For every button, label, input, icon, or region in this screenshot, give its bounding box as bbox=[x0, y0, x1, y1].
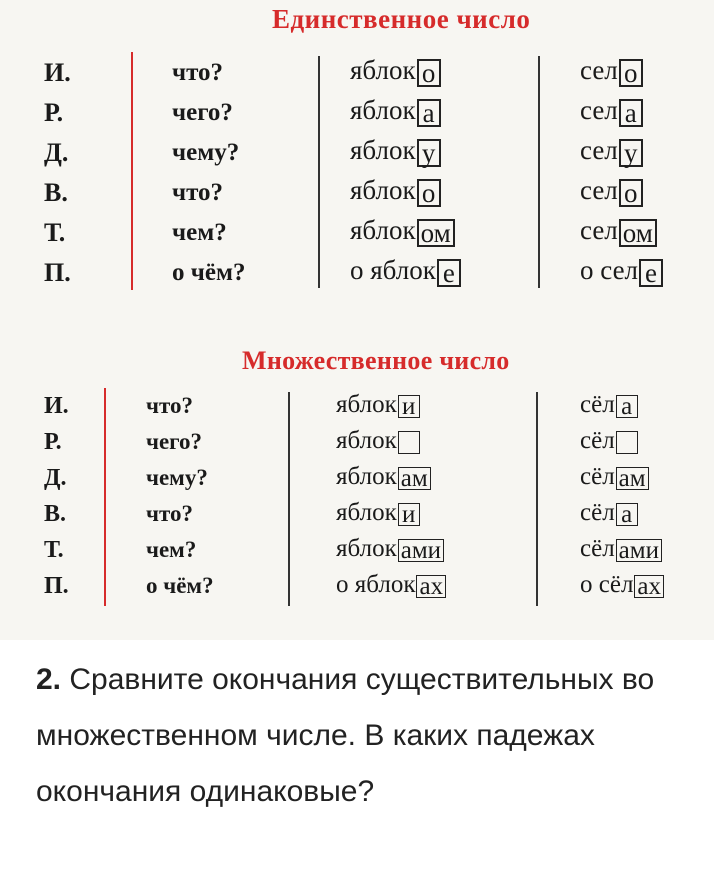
plural-word-village bbox=[580, 464, 649, 490]
task-number: 2. bbox=[36, 663, 62, 696]
plural-case-label: П. bbox=[44, 573, 69, 599]
singular-word-village-ending-box: е bbox=[639, 259, 663, 287]
singular-word-apple-stem: яблок bbox=[350, 175, 416, 205]
singular-word-apple bbox=[350, 217, 455, 247]
plural-word-apple-ending-box: ами bbox=[398, 539, 444, 562]
plural-word-village-stem: сёл bbox=[580, 463, 615, 490]
plural-word-apple-stem: яблок bbox=[336, 535, 397, 562]
plural-word-apple-stem: яблок bbox=[336, 499, 397, 526]
singular-word-village bbox=[580, 217, 657, 247]
plural-word-village-stem: сёл bbox=[580, 499, 615, 526]
plural-word-village-stem: сёл bbox=[580, 427, 615, 454]
plural-word-apple bbox=[336, 428, 420, 454]
singular-word-village-stem: сел bbox=[580, 55, 618, 85]
plural-word-village bbox=[580, 536, 662, 562]
singular-divider-1 bbox=[318, 56, 320, 288]
singular-word-village bbox=[580, 177, 643, 207]
singular-case-label: Т. bbox=[44, 218, 66, 247]
plural-case-label: Д. bbox=[44, 465, 67, 491]
plural-question: чего? bbox=[146, 429, 203, 454]
plural-word-village-ending-box bbox=[616, 431, 638, 454]
singular-question: что? bbox=[172, 179, 224, 206]
singular-case-label: В. bbox=[44, 178, 68, 207]
singular-word-village-stem: сел bbox=[580, 135, 618, 165]
plural-word-village-ending-box: ами bbox=[616, 539, 662, 562]
singular-word-village-stem: сел bbox=[580, 175, 618, 205]
singular-word-apple-ending-box: е bbox=[437, 259, 461, 287]
plural-question: чем? bbox=[146, 537, 197, 562]
plural-word-village-stem: сёл bbox=[580, 391, 615, 418]
plural-case-label: Р. bbox=[44, 429, 62, 455]
singular-case-label: Р. bbox=[44, 98, 64, 127]
plural-question: что? bbox=[146, 501, 193, 526]
singular-case-label: И. bbox=[44, 58, 71, 87]
singular-word-apple-ending-box: о bbox=[417, 179, 441, 207]
plural-case-label: И. bbox=[44, 393, 69, 419]
plural-question: о чём? bbox=[146, 573, 214, 598]
plural-word-apple-stem: яблок bbox=[336, 391, 397, 418]
plural-word-apple-stem: о яблок bbox=[336, 571, 416, 598]
singular-question: чему? bbox=[172, 139, 240, 166]
plural-word-village bbox=[580, 572, 664, 598]
plural-word-village-ending-box: а bbox=[616, 395, 638, 418]
singular-word-apple bbox=[350, 97, 441, 127]
singular-word-village bbox=[580, 57, 643, 87]
plural-divider-1 bbox=[288, 392, 290, 606]
singular-word-village-ending-box: о bbox=[619, 179, 643, 207]
singular-word-apple-ending-box: ом bbox=[417, 219, 455, 247]
singular-case-label: П. bbox=[44, 258, 71, 287]
plural-word-apple-ending-box bbox=[398, 431, 420, 454]
plural-word-village-ending-box: а bbox=[616, 503, 638, 526]
plural-word-apple-ending-box: ах bbox=[416, 575, 446, 598]
plural-word-apple-ending-box: ам bbox=[398, 467, 431, 490]
singular-question: чего? bbox=[172, 99, 233, 126]
singular-divider-red bbox=[131, 52, 133, 290]
singular-word-apple bbox=[350, 177, 441, 207]
plural-word-apple bbox=[336, 536, 444, 562]
singular-question: чем? bbox=[172, 219, 227, 246]
singular-case-label: Д. bbox=[44, 138, 69, 167]
plural-question: чему? bbox=[146, 465, 208, 490]
singular-word-village-stem: сел bbox=[580, 215, 618, 245]
plural-word-apple bbox=[336, 392, 420, 418]
singular-word-village-ending-box: а bbox=[619, 99, 643, 127]
singular-word-apple-stem: яблок bbox=[350, 215, 416, 245]
plural-word-apple bbox=[336, 572, 446, 598]
singular-question: что? bbox=[172, 59, 224, 86]
plural-word-village-ending-box: ам bbox=[616, 467, 649, 490]
singular-word-village-ending-box: ом bbox=[619, 219, 657, 247]
singular-word-village-stem: о сел bbox=[580, 255, 639, 285]
singular-divider-2 bbox=[538, 56, 540, 288]
plural-word-apple-ending-box: и bbox=[398, 503, 420, 526]
plural-divider-2 bbox=[536, 392, 538, 606]
plural-word-apple bbox=[336, 500, 420, 526]
singular-word-apple bbox=[350, 57, 441, 87]
singular-word-apple bbox=[350, 137, 441, 167]
singular-word-village-stem: сел bbox=[580, 95, 618, 125]
singular-word-apple-ending-box: а bbox=[417, 99, 441, 127]
plural-word-apple-stem: яблок bbox=[336, 463, 397, 490]
singular-word-village-ending-box: у bbox=[619, 139, 643, 167]
plural-word-apple-stem: яблок bbox=[336, 427, 397, 454]
singular-word-apple-ending-box: у bbox=[417, 139, 441, 167]
singular-word-village bbox=[580, 97, 643, 127]
singular-word-apple-stem: яблок bbox=[350, 95, 416, 125]
plural-divider-red bbox=[104, 388, 106, 606]
plural-word-village-stem: о сёл bbox=[580, 571, 634, 598]
task-body: Сравните окончания существительных во множественном числе. В каких падежах окончания одинаковые? bbox=[36, 663, 655, 808]
plural-word-village bbox=[580, 392, 638, 418]
singular-word-apple bbox=[350, 257, 461, 287]
plural-title: Множественное число bbox=[242, 346, 510, 375]
singular-word-apple-stem: яблок bbox=[350, 55, 416, 85]
singular-question: о чём? bbox=[172, 259, 246, 286]
plural-word-apple-ending-box: и bbox=[398, 395, 420, 418]
singular-word-village bbox=[580, 137, 643, 167]
singular-word-apple-stem: о яблок bbox=[350, 255, 436, 285]
plural-word-village-ending-box: ах bbox=[634, 575, 664, 598]
task-text bbox=[36, 652, 696, 820]
plural-word-village bbox=[580, 428, 638, 454]
plural-word-village-stem: сёл bbox=[580, 535, 615, 562]
plural-case-label: В. bbox=[44, 501, 67, 527]
singular-word-apple-ending-box: о bbox=[417, 59, 441, 87]
plural-case-label: Т. bbox=[44, 537, 64, 563]
singular-title: Единственное число bbox=[272, 4, 531, 34]
plural-word-village bbox=[580, 500, 638, 526]
singular-word-village-ending-box: о bbox=[619, 59, 643, 87]
plural-word-apple bbox=[336, 464, 431, 490]
singular-word-village bbox=[580, 257, 663, 287]
singular-word-apple-stem: яблок bbox=[350, 135, 416, 165]
plural-question: что? bbox=[146, 393, 193, 418]
